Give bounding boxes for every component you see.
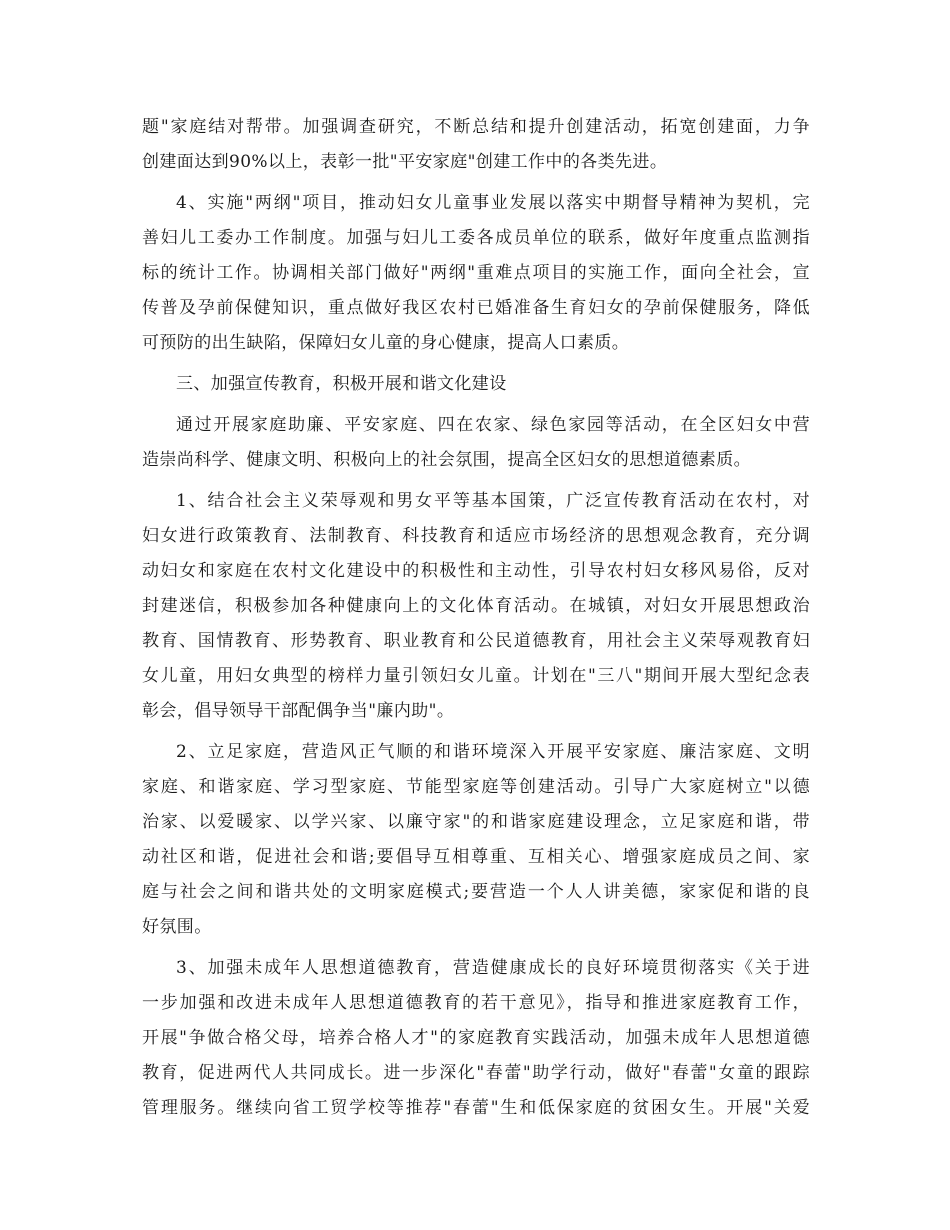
text-line: 4、实施"两纲"项目，推动妇女儿童事业发展以落实中期督导精神为契机，完	[176, 193, 810, 213]
text-line: 庭与社会之间和谐共处的文明家庭模式;要营造一个人人讲美德，家家促和谐的良	[142, 882, 810, 902]
text-line: 传普及孕前保健知识，重点做好我区农村已婚准备生育妇女的孕前保健服务，降低	[142, 298, 810, 318]
text-line: 3、加强未成年人思想道德教育，营造健康成长的良好环境贯彻落实《关于进	[176, 958, 810, 978]
paragraph	[142, 186, 810, 361]
text-line: 标的统计工作。协调相关部门做好"两纲"重难点项目的实施工作，面向全社会，宣	[142, 263, 810, 283]
text-line: 妇女进行政策教育、法制教育、科技教育和适应市场经济的思想观念教育，充分调	[142, 526, 810, 546]
text-line: 2、立足家庭，营造风正气顺的和谐环境深入开展平安家庭、廉洁家庭、文明	[176, 742, 810, 762]
text-line: 治家、以爱暖家、以学兴家、以廉守家"的和谐家庭建设理念，立足家庭和谐，带	[142, 812, 810, 832]
text-line: 教育、国情教育、形势教育、职业教育和公民道德教育，用社会主义荣辱观教育妇	[142, 631, 810, 651]
paragraph	[142, 735, 810, 945]
text-line: 好氛围。	[142, 917, 212, 937]
text-line: 管理服务。继续向省工贸学校等推荐"春蕾"生和低保家庭的贫困女生。开展"关爱	[142, 1098, 810, 1118]
paragraph	[142, 951, 810, 1126]
text-line: 封建迷信，积极参加各种健康向上的文化体育活动。在城镇，对妇女开展思想政治	[142, 596, 810, 616]
text-line: 动社区和谐，促进社会和谐;要倡导互相尊重、互相关心、增强家庭成员之间、家	[142, 847, 810, 867]
document-page	[142, 110, 810, 1126]
text-line: 开展"争做合格父母，培养合格人才"的家庭教育实践活动，加强未成年人思想道德	[142, 1028, 810, 1048]
text-line: 女儿童，用妇女典型的榜样力量引领妇女儿童。计划在"三八"期间开展大型纪念表	[142, 666, 810, 686]
text-line: 三、加强宣传教育，积极开展和谐文化建设	[176, 374, 507, 394]
text-line: 题"家庭结对帮带。加强调查研究，不断总结和提升创建活动，拓宽创建面，力争	[142, 117, 810, 137]
text-line: 彰会，倡导领导干部配偶争当"廉内助"。	[142, 701, 455, 721]
text-line: 通过开展家庭助廉、平安家庭、四在农家、绿色家园等活动，在全区妇女中营	[176, 415, 810, 435]
text-line: 可预防的出生缺陷，保障妇女儿童的身心健康，提高人口素质。	[142, 333, 630, 353]
text-line: 1、结合社会主义荣辱观和男女平等基本国策，广泛宣传教育活动在农村，对	[176, 491, 810, 511]
text-line: 动妇女和家庭在农村文化建设中的积极性和主动性，引导农村妇女移风易俗，反对	[142, 561, 810, 581]
text-line: 善妇儿工委办工作制度。加强与妇儿工委各成员单位的联系，做好年度重点监测指	[142, 228, 810, 248]
section-heading	[142, 367, 810, 402]
text-line: 一步加强和改进未成年人思想道德教育的若干意见》，指导和推进家庭教育工作，	[142, 993, 810, 1013]
text-line: 创建面达到90%以上，表彰一批"平安家庭"创建工作中的各类先进。	[142, 152, 668, 172]
text-line: 家庭、和谐家庭、学习型家庭、节能型家庭等创建活动。引导广大家庭树立"以德	[142, 777, 810, 797]
text-line: 造崇尚科学、健康文明、积极向上的社会氛围，提高全区妇女的思想道德素质。	[142, 450, 751, 470]
text-line: 教育，促进两代人共同成长。进一步深化"春蕾"助学行动，做好"春蕾"女童的跟踪	[142, 1063, 810, 1083]
paragraph	[142, 110, 810, 180]
paragraph	[142, 408, 810, 478]
paragraph	[142, 484, 810, 729]
